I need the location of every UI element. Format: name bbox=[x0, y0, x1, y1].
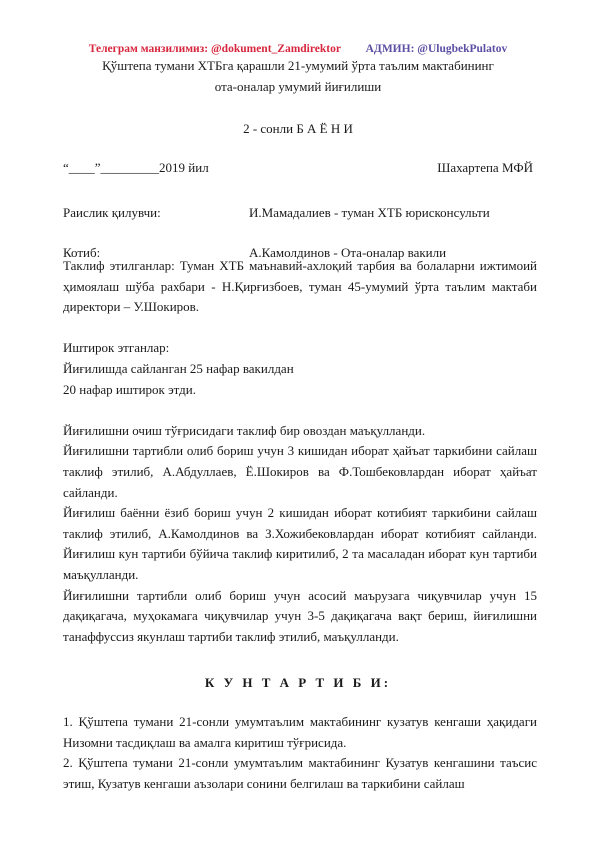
chair-row bbox=[63, 205, 490, 221]
paragraph-secretariat: Йиғилиш баённи ёзиб бориш учун 2 кишидан иборат котибият таркибини сайлаш таклиф этилиб, А.Камолдинов ва З.Хожибековлардан иборат котибият сайланди. Йиғилиш кун тартиби бўйича таклиф киритилиб, 2 та масаладан иборат кун тартиби маъқулланди. bbox=[63, 505, 537, 582]
paragraph-procedure: Йиғилишни тартибли олиб бориш учун асосий маърузага чиқувчилар учун 15 дақиқагача, муҳокамага чиқувчилар учун 3-5 дақиқагача вақт бериш, йиғилишни танаффуссиз якунлаш тартиби таклиф этилиб, маъқулланди. bbox=[63, 587, 537, 644]
invited-paragraph: Таклиф этилганлар: Туман ХТБ маънавий-ахлоқий тарбия ва болаларни ижтимоий ҳимоялаш шўба рахбари - Н.Қирғизбоев, туман 45-умумий ўрта таълим мактаби директори – У.Шокиров. bbox=[63, 258, 537, 315]
telegram-link[interactable]: Телеграм манзилимиз: @dokument_Zamdirektor bbox=[88, 43, 341, 55]
admin-link[interactable]: АДМИН: @UlugbekPulatov bbox=[365, 43, 508, 55]
protocol-title: 2 - сонли Б А Ё Н И bbox=[243, 121, 353, 136]
participants-line-2: 20 нафар иштирок этди. bbox=[63, 381, 197, 397]
agenda-title: К У Н Т А Р Т И Б И: bbox=[204, 675, 392, 690]
header-line-2: ота-оналар умумий йиғилиши bbox=[214, 79, 382, 94]
header-line-1: Қўштепа тумани ХТБга қарашли 21-умумий ўрта таълим мактабининг bbox=[102, 58, 494, 73]
agenda-item-2: 2. Қўштепа тумани 21-сонли умумтаълим мактабининг Кузатув кенгашини таъсис этиш, Кузатув кенгаши аъзолари сонини белгилаш ва таркибини сайлаш bbox=[63, 755, 537, 791]
chair-value: И.Мамадалиев - туман ХТБ юрисконсульти bbox=[249, 205, 490, 220]
participants-line-1: Йиғилишда сайланган 25 нафар вакилдан bbox=[63, 360, 294, 376]
agenda-list bbox=[63, 712, 537, 794]
secretary-label: Котиб: bbox=[63, 245, 101, 260]
chair-label: Раислик қилувчи: bbox=[63, 205, 161, 220]
main-text bbox=[63, 256, 537, 647]
paragraph-opening: Йиғилишни очиш тўғрисидаги таклиф бир овоздан маъқулланди. bbox=[63, 422, 426, 438]
contact-banner bbox=[0, 43, 596, 55]
date-field: “____”_________2019 йил bbox=[63, 160, 209, 175]
participants-title: Иштирок этганлар: bbox=[63, 340, 170, 356]
paragraph-presidium: Йиғилишни тартибли олиб бориш учун 3 кишидан иборат ҳайъат таркибини сайлаш таклиф этилиб, А.Абдуллаев, Ё.Шокиров ва Ф.Тошбековлардан иборат ҳайъат сайланди. bbox=[63, 443, 537, 500]
secretary-value: А.Камолдинов - Ота-оналар вакили bbox=[249, 245, 447, 260]
agenda-item-1: 1. Қўштепа тумани 21-сонли умумтаълим мактабининг кузатув кенгаши ҳақидаги Низомни тасдиқлаш ва амалга киритиш тўғрисида. bbox=[63, 714, 537, 750]
place-field: Шахартепа МФЙ bbox=[437, 160, 533, 175]
